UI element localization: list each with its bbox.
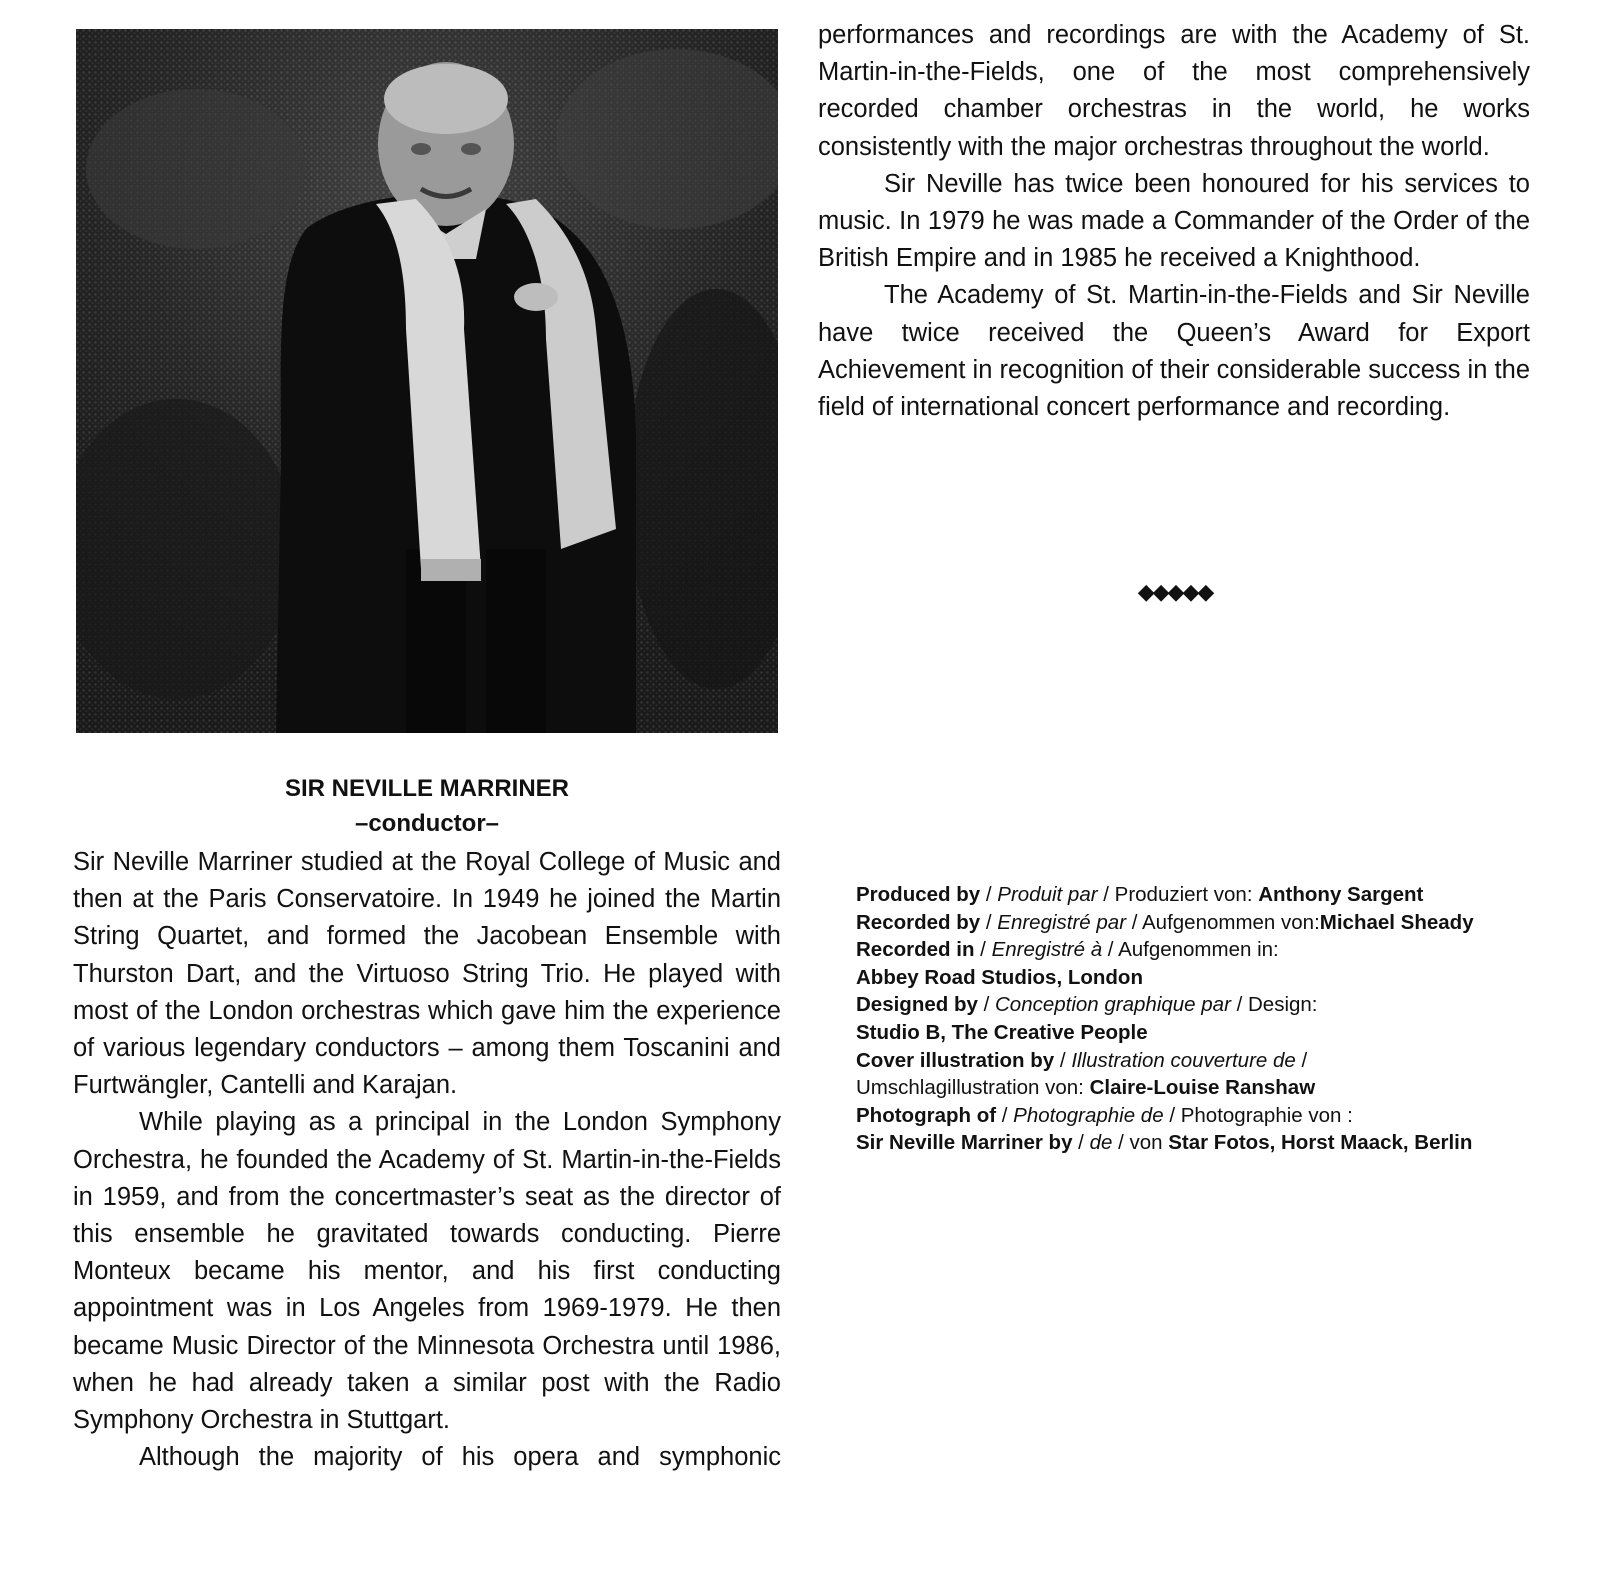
- credit-produced: Produced by / Produit par / Produziert von: Anthony Sargent: [856, 883, 1424, 906]
- bio-paragraph: The Academy of St. Martin-in-the-Fields and Sir Neville have twice received the Queen’s Award for Export Achievement in recognition of their considerable success in the field of international concert performance and recording.: [818, 281, 1530, 422]
- bio-paragraph: Sir Neville has twice been honoured for his services to music. In 1979 he was made a Commander of the Order of the British Empire and in 1985 he received a Knighthood.: [818, 169, 1530, 273]
- credit-recorded-in-name: Abbey Road Studios, London: [856, 965, 1143, 989]
- credit-photo: Photograph of / Photographie de / Photographie von :: [856, 1103, 1353, 1127]
- portrait-photo-icon: [76, 29, 778, 733]
- page-title: SIR NEVILLE MARRINER: [284, 775, 569, 802]
- credit-recorded-by: Recorded by / Enregistré par / Aufgenommen von:Michael Sheady: [856, 910, 1474, 934]
- credit-recorded-in: Recorded in / Enregistré à / Aufgenommen in:: [856, 938, 1279, 962]
- bio-paragraph: While playing as a principal in the London Symphony Orchestra, he founded the Academy of St. Martin-in-the-Fields in 1959, and from the concertmaster’s seat as the director of this ensemble he gravitated towards conducting. Pierre Monteux became his mentor, and his first conducting appointment was in Los Angeles from 1969-1979. He then became Music Director of the Minnesota Orchestra until 1986, when he had already taken a similar post with the Radio Symphony Orchestra in Stuttgart.: [73, 1108, 781, 1435]
- credit-designed: Designed by / Conception graphique par / Design:: [856, 993, 1318, 1017]
- credit-designed-name: Studio B, The Creative People: [856, 1020, 1148, 1044]
- bio-paragraph: Although the majority of his opera and symphonic: [139, 1443, 781, 1472]
- conductor-photo: [76, 29, 778, 733]
- bio-paragraph: performances and recordings are with the Academy of St. Martin-in-the-Fields, one of the most comprehensively recorded chamber orchestras in the world, he works consistently with the major orchestras throughout the world.: [818, 21, 1530, 161]
- biography-column-right: [818, 17, 1530, 426]
- credit-cover: Cover illustration by / Illustration couverture de /: [856, 1048, 1308, 1072]
- section-separator: ◆◆◆◆◆: [1137, 579, 1213, 604]
- credit-cover-name: Umschlagillustration von: Claire-Louise Ranshaw: [856, 1076, 1316, 1100]
- credit-photo-name: Sir Neville Marriner by / de / von Star Fotos, Horst Maack, Berlin: [856, 1131, 1473, 1155]
- page-subtitle: –conductor–: [354, 810, 500, 837]
- biography-column-left: [73, 772, 781, 1476]
- bio-paragraph: Sir Neville Marriner studied at the Royal College of Music and then at the Paris Conservatoire. In 1949 he joined the Martin String Quartet, and formed the Jacobean Ensemble with Thurston Dart, and the Virtuoso String Trio. He played with most of the London orchestras which gave him the experience of various legendary conductors – among them Toscanini and Furtwängler, Cantelli and Karajan.: [73, 848, 781, 1100]
- credits-block: [856, 881, 1576, 1157]
